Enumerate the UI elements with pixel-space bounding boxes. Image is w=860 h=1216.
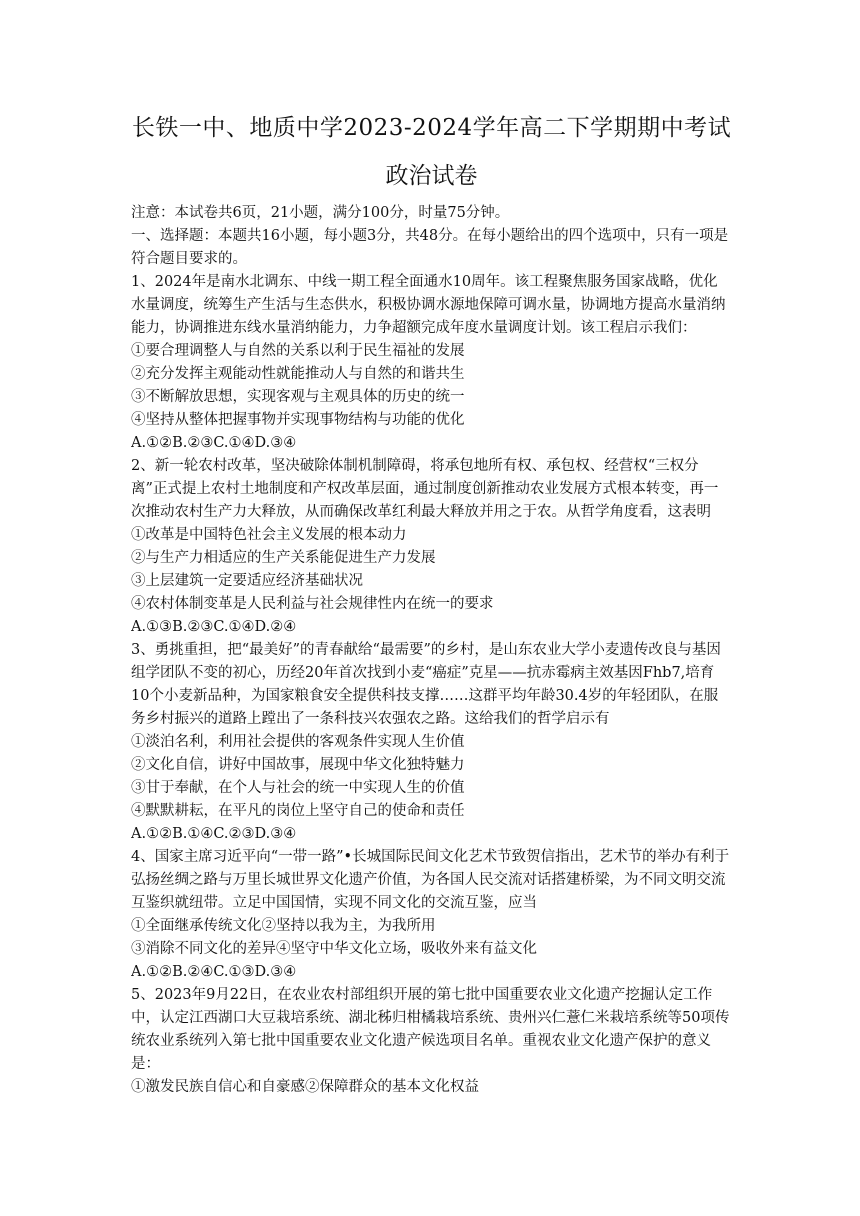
- section-instructions: 一、选择题：本题共16小题，每小题3分，共48分。在每小题给出的四个选项中，只有一项是符合题目要求的。: [131, 228, 729, 267]
- question-item: ①改革是中国特色社会主义发展的根本动力: [131, 527, 407, 543]
- question-stem: 3、勇挑重担，把“最美好”的青春献给“最需要”的乡村，是山东农业大学小麦遗传改良与基因组学团队不变的初心，历经20年首次找到小麦“癌症”克星——抗赤霉病主效基因Fhb7,培育10个小麦新品种，为国家粮食安全提供科技支撑……这群平均年龄30.4岁的年轻团队，在服务乡村振兴的道路上蹚出了一条科技兴农强农之路。这给我们的哲学启示有: [131, 642, 721, 727]
- question-stem: 1、2024年是南水北调东、中线一期工程全面通水10周年。该工程聚焦服务国家战略，优化水量调度，统筹生产生活与生态供水，积极协调水源地保障可调水量，协调地方提高水量消纳能力，协调推进东线水量消纳能力，力争超额完成年度水量调度计划。该工程启示我们：: [131, 274, 726, 336]
- question-item: ③不断解放思想，实现客观与主观具体的历史的统一: [131, 389, 465, 405]
- answer-options: A.①③B.②③C.①④D.②④: [131, 619, 297, 635]
- question-item: ②充分发挥主观能动性就能推动人与自然的和谐共生: [131, 366, 465, 382]
- question-item: ④坚持从整体把握事物并实现事物结构与功能的优化: [131, 412, 465, 428]
- question-item: ④农村体制变革是人民利益与社会规律性内在统一的要求: [131, 596, 494, 612]
- question-item: ①要合理调整人与自然的关系以利于民生福祉的发展: [131, 343, 465, 359]
- question-item: ②文化自信，讲好中国故事，展现中华文化独特魅力: [131, 757, 465, 773]
- notice-text: 注意：本试卷共6页，21小题，满分100分，时量75分钟。: [131, 205, 510, 221]
- question-item: ②与生产力相适应的生产关系能促进生产力发展: [131, 550, 436, 566]
- question-stem: 4、国家主席习近平向“一带一路”•长城国际民间文化艺术节致贺信指出，艺术节的举办有利于弘扬丝绸之路与万里长城世界文化遗产价值，为各国人民交流对话搭建桥梁，为不同文明交流互鉴织就纽带。立足中国国情，实现不同文化的交流互鉴，应当: [131, 849, 730, 911]
- question-item: ①全面继承传统文化②坚持以我为主，为我所用: [131, 918, 436, 934]
- page-subtitle: 政治试卷: [385, 163, 478, 189]
- question-4: [131, 846, 732, 984]
- question-item: ④默默耕耘，在平凡的岗位上坚守自己的使命和责任: [131, 803, 465, 819]
- question-2: [131, 455, 732, 639]
- question-item: ①激发民族自信心和自豪感②保障群众的基本文化权益: [131, 1079, 479, 1095]
- exam-body: [131, 202, 732, 1099]
- question-item: ③上层建筑一定要适应经济基础状况: [131, 573, 363, 589]
- question-stem: 2、新一轮农村改革，坚决破除体制机制障碍，将承包地所有权、承包权、经营权“三权分离”正式提上农村土地制度和产权改革层面，通过制度创新推动农业发展方式根本转变，再一次推动农村生产力大释放，从而确保改革红利最大释放并用之于农。从哲学角度看，这表明: [131, 458, 719, 520]
- question-item: ③消除不同文化的差异④坚守中华文化立场，吸收外来有益文化: [131, 941, 537, 957]
- question-stem: 5、2023年9月22日，在农业农村部组织开展的第七批中国重要农业文化遗产挖掘认定工作中，认定江西湖口大豆栽培系统、湖北秭归柑橘栽培系统、贵州兴仁薏仁米栽培系统等50项传统农业系统列入第七批中国重要农业文化遗产候选项目名单。重视农业文化遗产保护的意义是：: [131, 987, 730, 1072]
- question-item: ①淡泊名利，利用社会提供的客观条件实现人生价值: [131, 734, 465, 750]
- question-3: [131, 639, 732, 846]
- question-item: ③甘于奉献，在个人与社会的统一中实现人生的价值: [131, 780, 465, 796]
- page-title: 长铁一中、地质中学2023-2024学年高二下学期期中考试: [131, 115, 732, 141]
- answer-options: A.①②B.②③C.①④D.③④: [131, 435, 297, 451]
- question-5: [131, 984, 732, 1099]
- answer-options: A.①②B.②④C.①③D.③④: [131, 964, 297, 980]
- question-1: [131, 271, 732, 455]
- answer-options: A.①②B.①④C.②③D.③④: [131, 826, 297, 842]
